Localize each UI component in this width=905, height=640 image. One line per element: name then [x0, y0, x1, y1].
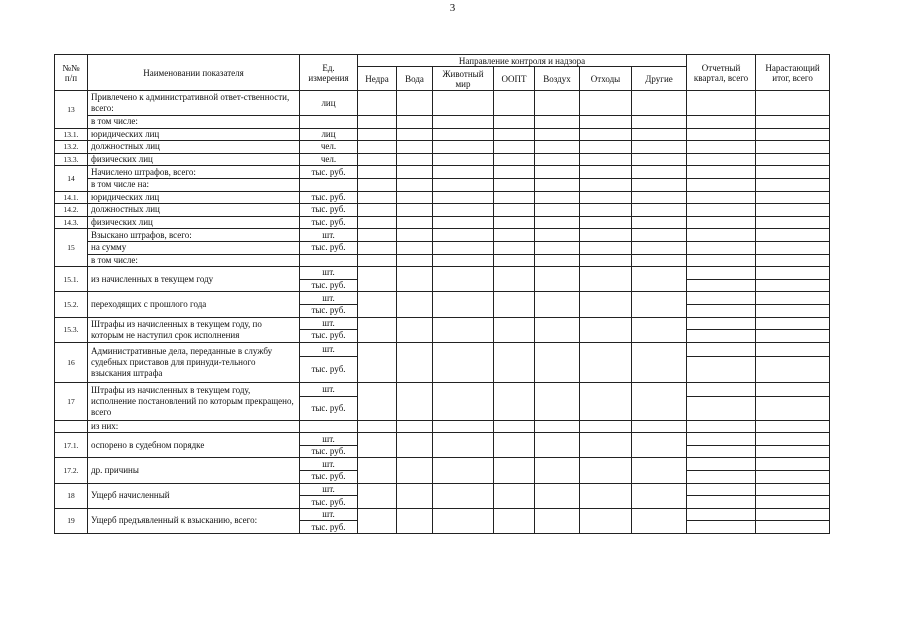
- row-unit: тыс. руб.: [300, 521, 358, 534]
- row-name: должностных лиц: [88, 204, 300, 217]
- row-unit: тыс. руб.: [300, 216, 358, 229]
- row-name: из начисленных в текущем году: [88, 267, 300, 292]
- row-name: юридических лиц: [88, 128, 300, 141]
- row-name: Штрафы из начисленных в текущем году, по которым не наступил срок исполнения: [88, 317, 300, 342]
- row-unit: тыс. руб.: [300, 496, 358, 509]
- row-name: Ущерб начисленный: [88, 483, 300, 508]
- row-name: физических лиц: [88, 153, 300, 166]
- row-name: Ущерб предъявленный к взысканию, всего:: [88, 508, 300, 533]
- header-cumulative: Нарастающий итог, всего: [756, 55, 830, 91]
- row-num: 18: [55, 483, 88, 508]
- table-row: [55, 116, 830, 129]
- row-unit: тыс. руб.: [300, 191, 358, 204]
- table-row: [55, 433, 830, 446]
- header-unit: Ед. измерения: [300, 55, 358, 91]
- table-row: [55, 141, 830, 154]
- row-name: в том числе:: [88, 116, 300, 129]
- table-row: [55, 267, 830, 280]
- row-num: 14.1.: [55, 191, 88, 204]
- row-unit: тыс. руб.: [300, 471, 358, 484]
- row-name: оспорено в судебном порядке: [88, 433, 300, 458]
- table-row: [55, 216, 830, 229]
- row-unit: шт.: [300, 458, 358, 471]
- table-row: [55, 241, 830, 254]
- row-name: из них:: [88, 420, 300, 433]
- row-unit: шт.: [300, 483, 358, 496]
- table-row: [55, 342, 830, 356]
- table-row: [55, 191, 830, 204]
- table-row: [55, 178, 830, 191]
- table-row: [55, 91, 830, 116]
- row-unit: шт.: [300, 229, 358, 242]
- header-sub-otkhody: Отходы: [580, 67, 632, 91]
- table-row: [55, 483, 830, 496]
- table-row: [55, 458, 830, 471]
- table-row: [55, 420, 830, 433]
- row-unit: шт.: [300, 267, 358, 280]
- row-unit: тыс. руб.: [300, 445, 358, 458]
- row-num: 15.2.: [55, 292, 88, 317]
- header-sub-vozdukh: Воздух: [535, 67, 580, 91]
- table-row: [55, 229, 830, 242]
- table-row: [55, 153, 830, 166]
- row-unit: тыс. руб.: [300, 330, 358, 343]
- row-num: 15.1.: [55, 267, 88, 292]
- row-name: Административные дела, переданные в службу судебных приставов для принуди-тельного взыскания штрафа: [88, 342, 300, 382]
- row-num: 14.2.: [55, 204, 88, 217]
- row-num: 13.1.: [55, 128, 88, 141]
- header-direction: Направление контроля и надзора: [358, 55, 687, 67]
- header-sub-zhivotny-mir: Животный мир: [433, 67, 494, 91]
- row-name: переходящих с прошлого года: [88, 292, 300, 317]
- row-name: Начислено штрафов, всего:: [88, 166, 300, 179]
- row-unit: шт.: [300, 292, 358, 305]
- row-num: 14: [55, 166, 88, 191]
- header-sub-voda: Вода: [397, 67, 433, 91]
- header-sub-nedra: Недра: [358, 67, 397, 91]
- row-num: 13.3.: [55, 153, 88, 166]
- row-name: др. причины: [88, 458, 300, 483]
- row-num: 17.2.: [55, 458, 88, 483]
- row-num: 14.3.: [55, 216, 88, 229]
- row-num: 13.2.: [55, 141, 88, 154]
- row-unit: шт.: [300, 317, 358, 330]
- row-name: в том числе:: [88, 254, 300, 267]
- header-quarter: Отчетный квартал, всего: [687, 55, 756, 91]
- row-unit: тыс. руб.: [300, 241, 358, 254]
- table-row: [55, 204, 830, 217]
- row-unit: шт.: [300, 433, 358, 446]
- table-row: [55, 508, 830, 521]
- row-name: в том числе на:: [88, 178, 300, 191]
- row-num: 17: [55, 382, 88, 420]
- row-unit: тыс. руб.: [300, 204, 358, 217]
- table-row: [55, 382, 830, 396]
- row-name: Взыскано штрафов, всего:: [88, 229, 300, 242]
- row-num: 15.3.: [55, 317, 88, 342]
- table-row: [55, 317, 830, 330]
- row-unit: чел.: [300, 141, 358, 154]
- row-name: Привлечено к административной ответ-ственности, всего:: [88, 91, 300, 116]
- page-number: 3: [449, 2, 456, 14]
- row-unit: тыс. руб.: [300, 166, 358, 179]
- row-name: на сумму: [88, 241, 300, 254]
- row-num: 13: [55, 91, 88, 129]
- table-row: [55, 292, 830, 305]
- row-unit: шт.: [300, 342, 358, 356]
- row-unit: тыс. руб.: [300, 279, 358, 292]
- report-table: [54, 54, 830, 534]
- row-unit: лиц: [300, 128, 358, 141]
- row-name: юридических лиц: [88, 191, 300, 204]
- row-unit: тыс. руб.: [300, 304, 358, 317]
- row-name: физических лиц: [88, 216, 300, 229]
- row-unit: тыс. руб.: [300, 396, 358, 420]
- row-unit: лиц: [300, 91, 358, 116]
- table-row: [55, 254, 830, 267]
- header-name: Наименовании показателя: [88, 55, 300, 91]
- row-num: 19: [55, 508, 88, 533]
- row-unit: шт.: [300, 382, 358, 396]
- header-sub-drugie: Другие: [632, 67, 687, 91]
- table-row: [55, 166, 830, 179]
- row-unit: чел.: [300, 153, 358, 166]
- header-sub-oopt: ООПТ: [494, 67, 535, 91]
- row-unit: тыс. руб.: [300, 356, 358, 382]
- header-num: №№ п/п: [55, 55, 88, 91]
- row-num: 15: [55, 229, 88, 267]
- row-name: должностных лиц: [88, 141, 300, 154]
- row-num: 17.1.: [55, 433, 88, 458]
- row-unit: шт.: [300, 508, 358, 521]
- row-name: Штрафы из начисленных в текущем году, исполнение постановлений по которым прекращено, всего: [88, 382, 300, 420]
- table-row: [55, 128, 830, 141]
- row-num: 16: [55, 342, 88, 382]
